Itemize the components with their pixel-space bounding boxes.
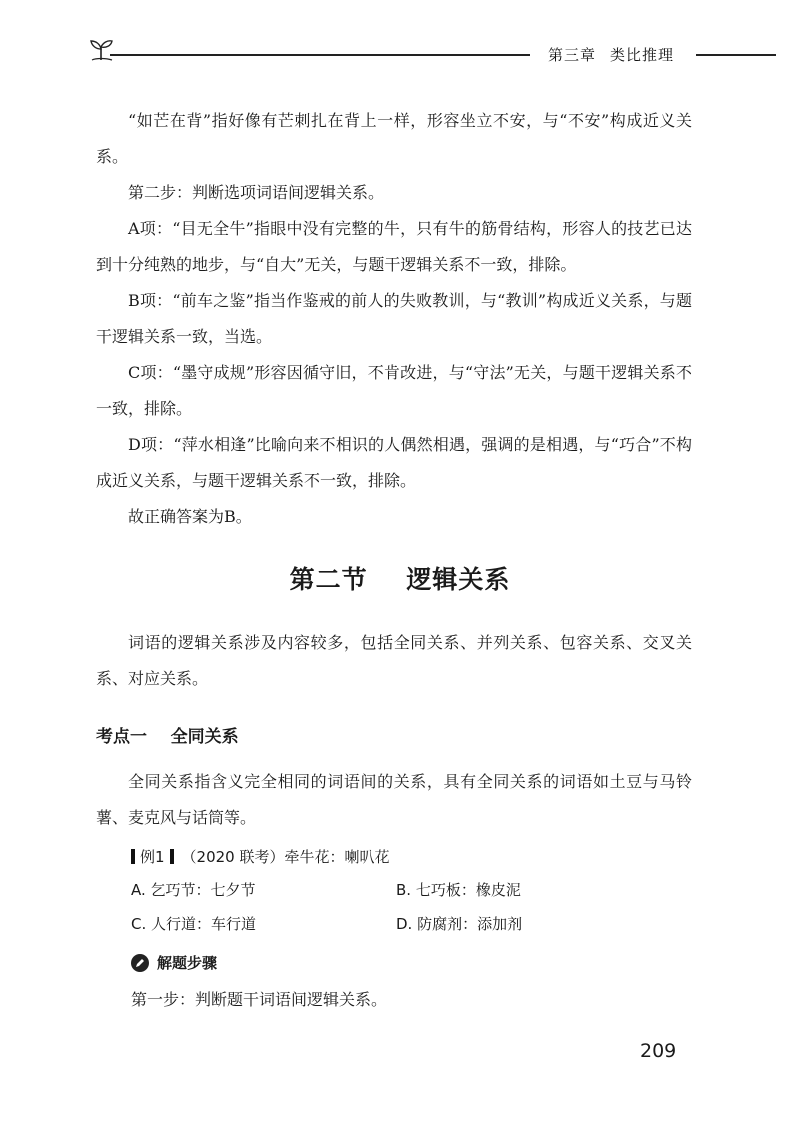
- header-chapter: 第三章: [548, 46, 597, 64]
- sprout-icon: [88, 38, 114, 62]
- paragraph-1: “如芒在背”指好像有芒刺扎在背上一样，形容坐立不安，与“不安”构成近义关系。: [96, 111, 692, 166]
- running-header: [0, 0, 800, 90]
- example-bar-left: [131, 849, 135, 864]
- example-bar-right: [170, 849, 174, 864]
- pencil-badge-icon: [131, 954, 149, 972]
- paragraph-option-d: D项：“萍水相逢”比喻向来不相识的人偶然相遇，强调的是相遇，与“巧合”不构成近义关系，与题干逻辑关系不一致，排除。: [96, 435, 692, 490]
- example-question: （2020 联考）牵牛花：喇叭花: [181, 848, 390, 866]
- example-label: 例1: [140, 848, 165, 866]
- paragraph-answer: 故正确答案为B。: [128, 507, 252, 526]
- example-option-c: C. 人行道：车行道: [131, 915, 257, 933]
- header-title: 类比推理: [610, 46, 675, 64]
- paragraph-option-c: C项：“墨守成规”形容因循守旧，不肯改进，与“守法”无关，与题干逻辑关系不一致，排除。: [96, 363, 692, 418]
- example-option-d: D. 防腐剂：添加剂: [396, 915, 523, 933]
- paragraph-option-a: A项：“目无全牛”指眼中没有完整的牛，只有牛的筋骨结构，形容人的技艺已达到十分纯熟的地步，与“自大”无关，与题干逻辑关系不一致，排除。: [96, 219, 692, 274]
- example-option-b: B. 七巧板：橡皮泥: [396, 881, 521, 899]
- page-number: 209: [640, 1040, 677, 1062]
- header-rule-left: [110, 54, 530, 56]
- paragraph-2: 第二步：判断选项词语间逻辑关系。: [128, 183, 385, 202]
- solution-step-1: 第一步：判断题干词语间逻辑关系。: [131, 990, 388, 1009]
- header-rule-right: [696, 54, 776, 56]
- example-heading: [131, 846, 390, 867]
- solution-steps-label: 解题步骤: [157, 954, 218, 972]
- subsection-intro: 全同关系指含义完全相同的词语间的关系，具有全同关系的词语如土豆与马铃薯、麦克风与话筒等。: [96, 772, 692, 827]
- example-option-a: A. 乞巧节：七夕节: [131, 881, 256, 899]
- paragraph-option-b: B项：“前车之鉴”指当作鉴戒的前人的失败教训，与“教训”构成近义关系，与题干逻辑关系一致，当选。: [96, 291, 692, 346]
- solution-steps-heading: [131, 952, 217, 973]
- section-intro: 词语的逻辑关系涉及内容较多，包括全同关系、并列关系、包容关系、交叉关系、对应关系。: [96, 633, 692, 688]
- section-title: 第二节 逻辑关系: [289, 565, 511, 594]
- header-chapter-title: [548, 44, 688, 65]
- subsection-title: 考点一 全同关系: [96, 727, 239, 747]
